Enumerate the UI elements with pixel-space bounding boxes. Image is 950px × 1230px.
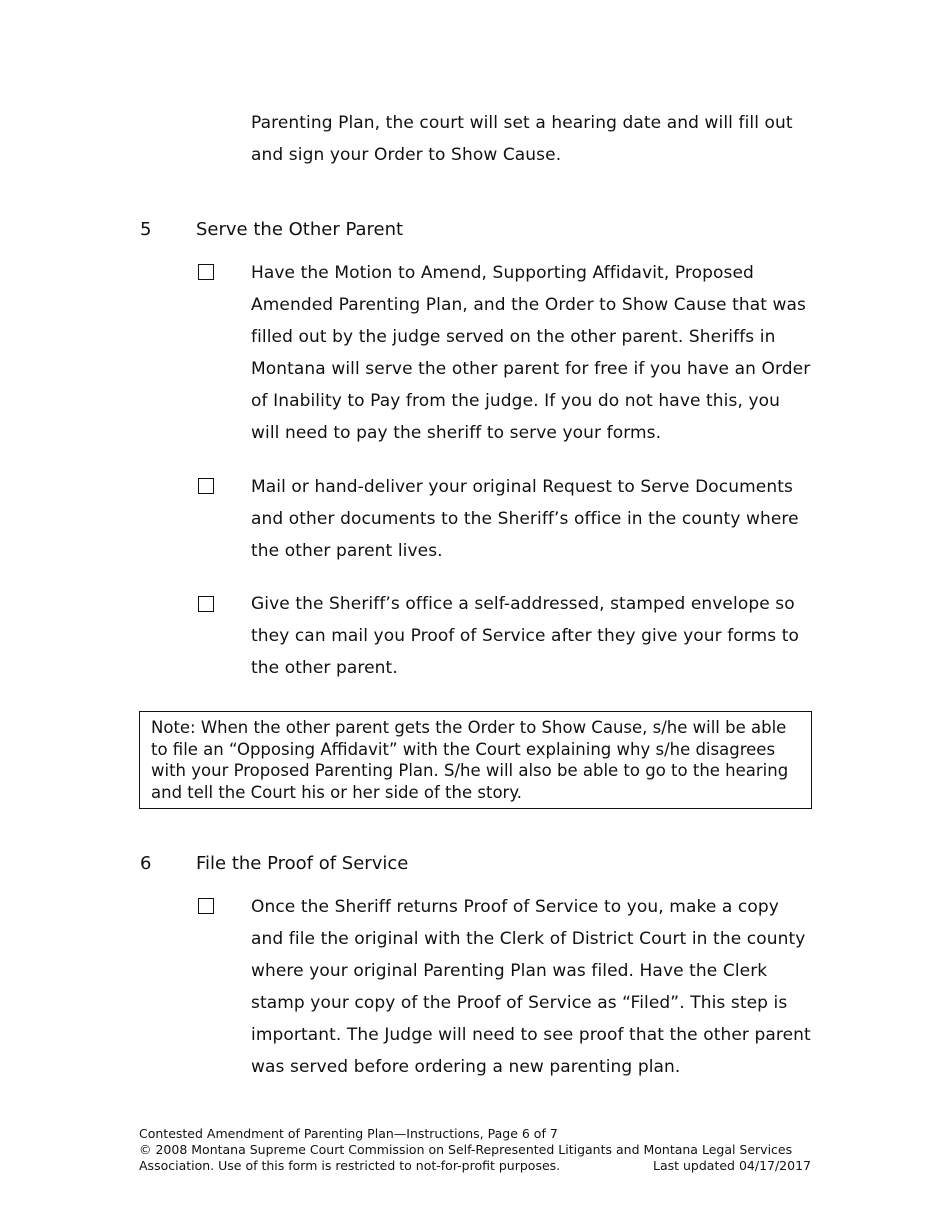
section-5-item-3-checkbox[interactable] bbox=[198, 596, 214, 612]
note-text: Note: When the other parent gets the Order to Show Cause, s/he will be able to file an “Opposing Affidavit” with the Court explaining why s/he disagrees with your Proposed Parenting Plan. S/he will also be able to go to the hearing and tell the Court his or her side of the story. bbox=[151, 718, 789, 802]
footer-usage: Association. Use of this form is restricted to not-for-profit purposes. bbox=[139, 1158, 561, 1173]
note-box bbox=[139, 711, 812, 809]
section-6-number: 6 bbox=[140, 853, 152, 874]
section-5-title: Serve the Other Parent bbox=[196, 219, 404, 240]
footer bbox=[139, 1126, 811, 1174]
intro-paragraph: Parenting Plan, the court will set a hearing date and will fill out and sign your Order to Show Cause. bbox=[251, 113, 793, 165]
section-5-item-2-checkbox[interactable] bbox=[198, 478, 214, 494]
footer-title: Contested Amendment of Parenting Plan—Instructions, Page 6 of 7 bbox=[139, 1126, 558, 1141]
section-5-number: 5 bbox=[140, 219, 152, 240]
section-6-item-1-checkbox[interactable] bbox=[198, 898, 214, 914]
section-5-item-1-checkbox[interactable] bbox=[198, 264, 214, 280]
footer-updated: Last updated 04/17/2017 bbox=[652, 1158, 811, 1173]
section-5-item-1-text: Have the Motion to Amend, Supporting Affidavit, Proposed Amended Parenting Plan, and the Order to Show Cause that was filled out by the judge served on the other parent. Sheriffs in Montana will serve the other parent for free if you have an Order of Inability to Pay from the judge. If you do not have this, you will need to pay the sheriff to serve your forms. bbox=[251, 263, 811, 443]
section-6-item-1-text: Once the Sheriff returns Proof of Service to you, make a copy and file the original with the Clerk of District Court in the county where your original Parenting Plan was filed. Have the Clerk stamp your copy of the Proof of Service as “Filed”. This step is important. The Judge will need to see proof that the other parent was served before ordering a new parenting plan. bbox=[251, 897, 811, 1077]
section-5-item-3-text: Give the Sheriff’s office a self-addressed, stamped envelope so they can mail you Proof of Service after they give your forms to the other parent. bbox=[251, 594, 799, 678]
footer-copyright: © 2008 Montana Supreme Court Commission on Self-Represented Litigants and Montana Legal Services bbox=[139, 1142, 793, 1157]
section-6-title: File the Proof of Service bbox=[196, 853, 409, 874]
section-5-item-2-text: Mail or hand-deliver your original Request to Serve Documents and other documents to the Sheriff’s office in the county where the other parent lives. bbox=[251, 477, 799, 561]
